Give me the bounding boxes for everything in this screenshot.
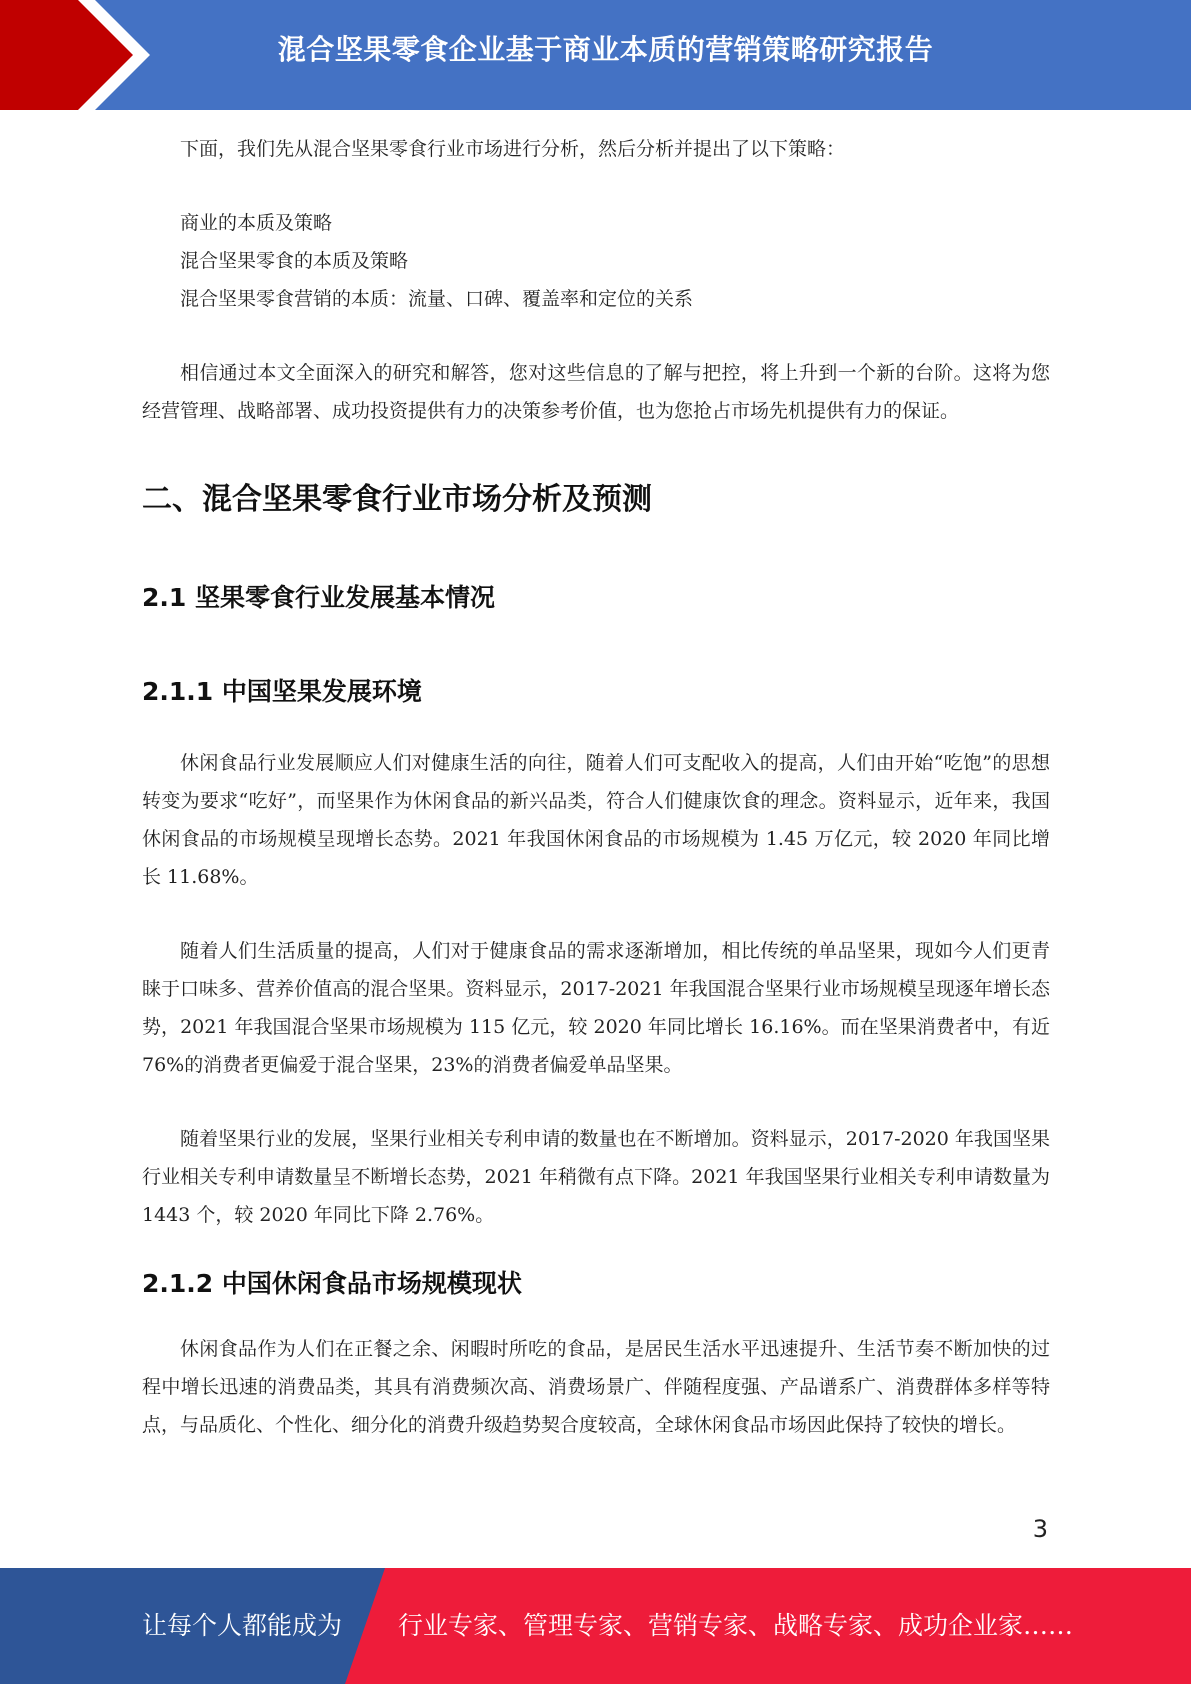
strategy-list [142,204,1050,318]
subsection-heading: 2.1.2 中国休闲食品市场规模现状 [142,1269,522,1298]
paragraph: 休闲食品作为人们在正餐之余、闲暇时所吃的食品，是居民生活水平迅速提升、生活节奏不断加快的过程中增长迅速的消费品类，其具有消费频次高、消费场景广、伴随程度强、产品谱系广、消费群体多样等特点，与品质化、个性化、细分化的消费升级趋势契合度较高，全球休闲食品市场因此保持了较快的增长。 [142,1338,1050,1436]
section-heading: 二、混合坚果零食行业市场分析及预测 [142,482,652,517]
strategy-item: 混合坚果零食营销的本质：流量、口碑、覆盖率和定位的关系 [180,288,694,310]
paragraph: 休闲食品行业发展顺应人们对健康生活的向往，随着人们可支配收入的提高，人们由开始“吃饱”的思想转变为要求“吃好”，而坚果作为休闲食品的新兴品类，符合人们健康饮食的理念。资料显示，近年来，我国休闲食品的市场规模呈现增长态势。2021 年我国休闲食品的市场规模为 1.45 万亿元，较 2020 年同比增长 11.68%。 [142,752,1050,888]
paragraph: 随着人们生活质量的提高，人们对于健康食品的需求逐渐增加，相比传统的单品坚果，现如今人们更青睐于口味多、营养价值高的混合坚果。资料显示，2017-2021 年我国混合坚果行业市场规模呈现逐年增长态势，2021 年我国混合坚果市场规模为 115 亿元，较 2020 年同比增长 16.16%。而在坚果消费者中，有近 76%的消费者更偏爱于混合坚果，23%的消费者偏爱单品坚果。 [142,940,1050,1076]
page-content [142,130,1050,1444]
intro-closing: 相信通过本文全面深入的研究和解答，您对这些信息的了解与把控，将上升到一个新的台阶。这将为您经营管理、战略部署、成功投资提供有力的决策参考价值，也为您抢占市场先机提供有力的保证。 [142,362,1050,422]
footer-slogan-left: 让每个人都能成为 [142,1611,343,1640]
subsection-heading: 2.1.1 中国坚果发展环境 [142,677,422,706]
page-header [0,0,1191,110]
page-footer [0,1568,1191,1684]
footer-slogan-right: 行业专家、管理专家、营销专家、战略专家、成功企业家…… [398,1611,1074,1640]
strategy-item: 混合坚果零食的本质及策略 [180,250,409,272]
subsection-heading: 2.1 坚果零食行业发展基本情况 [142,583,495,612]
paragraph: 随着坚果行业的发展，坚果行业相关专利申请的数量也在不断增加。资料显示，2017-2020 年我国坚果行业相关专利申请数量呈不断增长态势，2021 年稍微有点下降。2021 年我国坚果行业相关专利申请数量为 1443 个，较 2020 年同比下降 2.76%。 [142,1128,1050,1226]
strategy-item: 商业的本质及策略 [180,212,333,234]
report-title: 混合坚果零食企业基于商业本质的营销策略研究报告 [277,33,934,66]
intro-lead: 下面，我们先从混合坚果零食行业市场进行分析，然后分析并提出了以下策略： [180,138,846,160]
page-number: 3 [1032,1515,1048,1543]
